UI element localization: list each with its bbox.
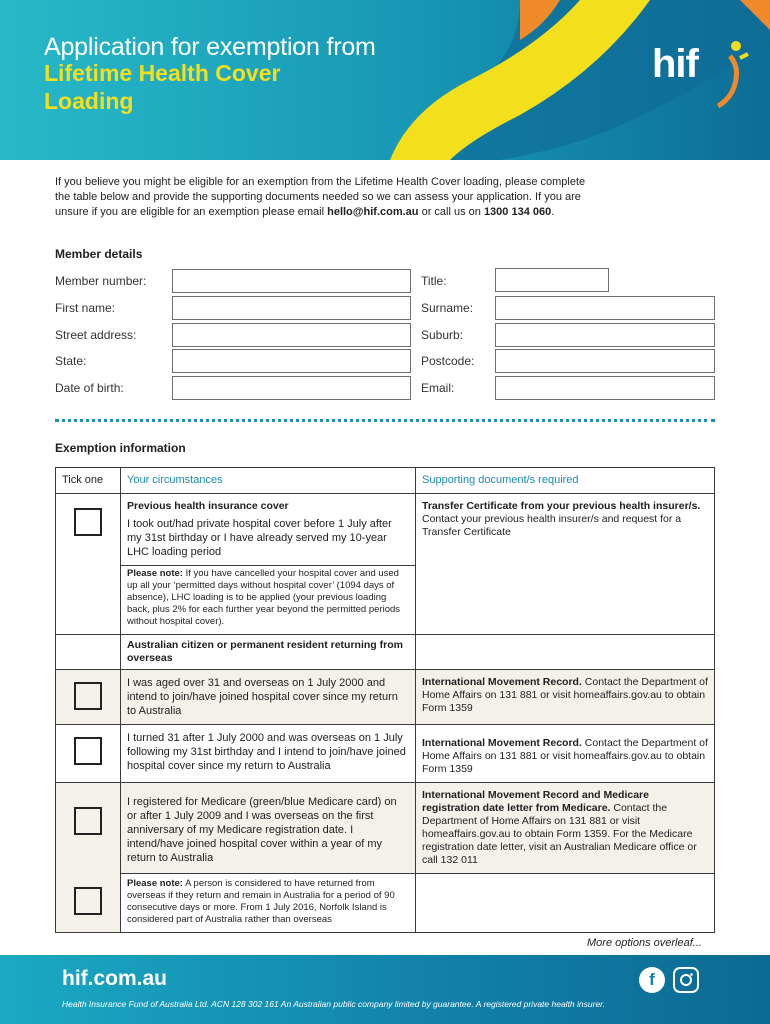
docs-cell — [416, 494, 715, 635]
surname-field[interactable] — [495, 296, 715, 320]
row3-doc: Contact the Department of Home Affairs on 131 881 or visit homeaffairs.gov.au to obtain Form 1359 — [422, 737, 708, 775]
logo-text: hif — [652, 42, 698, 86]
email-field[interactable] — [495, 376, 715, 400]
facebook-icon[interactable]: f — [639, 967, 665, 993]
phone-number[interactable]: 1300 134 060 — [483, 206, 552, 218]
member-number-field[interactable] — [172, 269, 411, 293]
tick-checkbox-2[interactable] — [74, 682, 102, 710]
suburb-label: Suburb: — [421, 328, 464, 342]
tick-checkbox-1[interactable] — [74, 508, 102, 536]
surname-label: Surname: — [421, 301, 474, 315]
email-link[interactable]: hello@hif.com.au — [327, 206, 419, 218]
note1-label: Please note: — [127, 568, 183, 579]
intro-mid: or call us on — [418, 206, 484, 218]
note1-text: If you have cancelled your hospital cover and used up all your ‘permitted days without hospital cover’ (1094 days of absence), LHC loading is to be applied (your previous loading back, plus 2% for each further year beyond the permitted periods without hospital cover). — [127, 568, 401, 627]
tick-cell — [56, 494, 121, 635]
postcode-label: Postcode: — [421, 354, 475, 368]
col-supporting-docs: Supporting document/s required — [416, 468, 715, 494]
empty-tick-cell — [56, 635, 121, 670]
tick-checkbox-4[interactable] — [74, 807, 102, 835]
row3-doc-bold: International Movement Record. — [422, 737, 582, 749]
page-title-line2: Lifetime Health Cover — [44, 60, 281, 86]
date-of-birth-label: Date of birth: — [55, 381, 124, 395]
note2-label: Please note: — [127, 878, 183, 889]
table-row — [56, 874, 715, 933]
col-circumstances: Your circumstances — [121, 468, 416, 494]
section-divider — [55, 419, 715, 422]
tick-cell — [56, 670, 121, 725]
intro-end: . — [551, 206, 555, 218]
row4-doc-bold: International Movement Record and Medicare registration date letter from Medicare. — [422, 789, 649, 814]
footer-legal-text: Health Insurance Fund of Australia Ltd. ACN 128 302 161 An Australian public company limited by guarantee. A registered private health insurer. — [62, 999, 606, 1009]
instagram-icon[interactable] — [673, 967, 699, 993]
table-row — [56, 635, 715, 670]
email-label: Email: — [421, 381, 455, 395]
row2-doc: Contact the Department of Home Affairs on 131 881 or visit homeaffairs.gov.au to obtain Form 1359 — [422, 676, 708, 714]
first-name-field[interactable] — [172, 296, 411, 320]
row4-text: I registered for Medicare (green/blue Medicare card) on or after 1 July 2009 and I was overseas on the first anniversary of my Medicare registration date. I intend/have joined hospital cover within a year of my return to Australia — [121, 783, 416, 874]
row1-doc-bold: Transfer Certificate from your previous health insurer/s. — [422, 500, 701, 512]
table-row — [56, 725, 715, 783]
state-field[interactable] — [172, 349, 411, 373]
suburb-field[interactable] — [495, 323, 715, 347]
exemption-heading: Exemption information — [55, 441, 186, 455]
exemption-table — [55, 467, 715, 933]
tick-cell — [56, 783, 121, 933]
footer — [0, 955, 770, 1024]
tick-checkbox-3[interactable] — [74, 737, 102, 765]
date-of-birth-field[interactable] — [172, 376, 411, 400]
table-row — [56, 670, 715, 725]
note1-cell — [121, 566, 416, 635]
tick-cell — [56, 725, 121, 783]
docs-cell — [416, 725, 715, 783]
intro-paragraph — [55, 175, 595, 220]
table-row — [56, 783, 715, 874]
street-address-field[interactable] — [172, 323, 411, 347]
first-name-label: First name: — [55, 301, 116, 315]
street-address-label: Street address: — [55, 328, 137, 342]
row4-doc: Contact the Department of Home Affairs on 131 881 or visit homeaffairs.gov.au to obtain Form 1359. For the Medicare registration date letter, visit an Australian Medicare office or call 132 011 — [422, 802, 697, 866]
note2-text: A person is considered to have returned from overseas if they return and remain in Australia for a period of 90 consecutive days or more. From 1 July 2016, Norfolk Island is considered part of Australia rather than overseas — [127, 878, 395, 925]
title-field[interactable] — [495, 268, 609, 292]
row2-text: I was aged over 31 and overseas on 1 July 2000 and intend to join/have joined hospital cover since my return to Australia — [121, 670, 416, 725]
row3-text: I turned 31 after 1 July 2000 and was overseas on 1 July following my 31st birthday and I intend to join/have joined hospital cover since my return to Australia — [121, 725, 416, 783]
row1-title: Previous health insurance cover — [127, 500, 289, 512]
col-tick-one: Tick one — [56, 468, 121, 494]
header-banner — [0, 0, 770, 160]
note2-cell — [121, 874, 416, 933]
empty-docs-cell — [416, 874, 715, 933]
page-title-line1: Application for exemption from — [44, 33, 376, 61]
empty-docs-cell — [416, 635, 715, 670]
row1-doc: Contact your previous health insurer/s and request for a Transfer Certificate — [422, 513, 682, 538]
table-header-row — [56, 468, 715, 494]
row1-text: I took out/had private hospital cover before 1 July after my 31st birthday or I have already served my 10-year LHC loading period — [127, 518, 392, 558]
circumstance-cell — [121, 494, 416, 566]
title-label: Title: — [421, 274, 447, 288]
docs-cell — [416, 783, 715, 874]
instagram-glyph — [675, 969, 697, 991]
table-row — [56, 494, 715, 566]
docs-cell — [416, 670, 715, 725]
footer-website-link[interactable]: hif.com.au — [62, 967, 168, 990]
postcode-field[interactable] — [495, 349, 715, 373]
row2-doc-bold: International Movement Record. — [422, 676, 582, 688]
member-number-label: Member number: — [55, 274, 147, 288]
tick-checkbox-5[interactable] — [74, 887, 102, 915]
state-label: State: — [55, 354, 87, 368]
member-details-heading: Member details — [55, 247, 143, 261]
section2-title: Australian citizen or permanent resident returning from overseas — [121, 635, 416, 670]
logo-figure-icon — [652, 40, 752, 110]
intro-text: If you believe you might be eligible for an exemption from the Lifetime Health Cover loading, please complete the table below and provide the supporting documents needed so we can assess your application. If you are unsure if you are eligible for an exemption please email — [55, 176, 586, 218]
more-options-text: More options overleaf... — [587, 937, 702, 949]
hif-logo — [652, 40, 752, 110]
page-title-line3: Loading — [44, 88, 134, 114]
